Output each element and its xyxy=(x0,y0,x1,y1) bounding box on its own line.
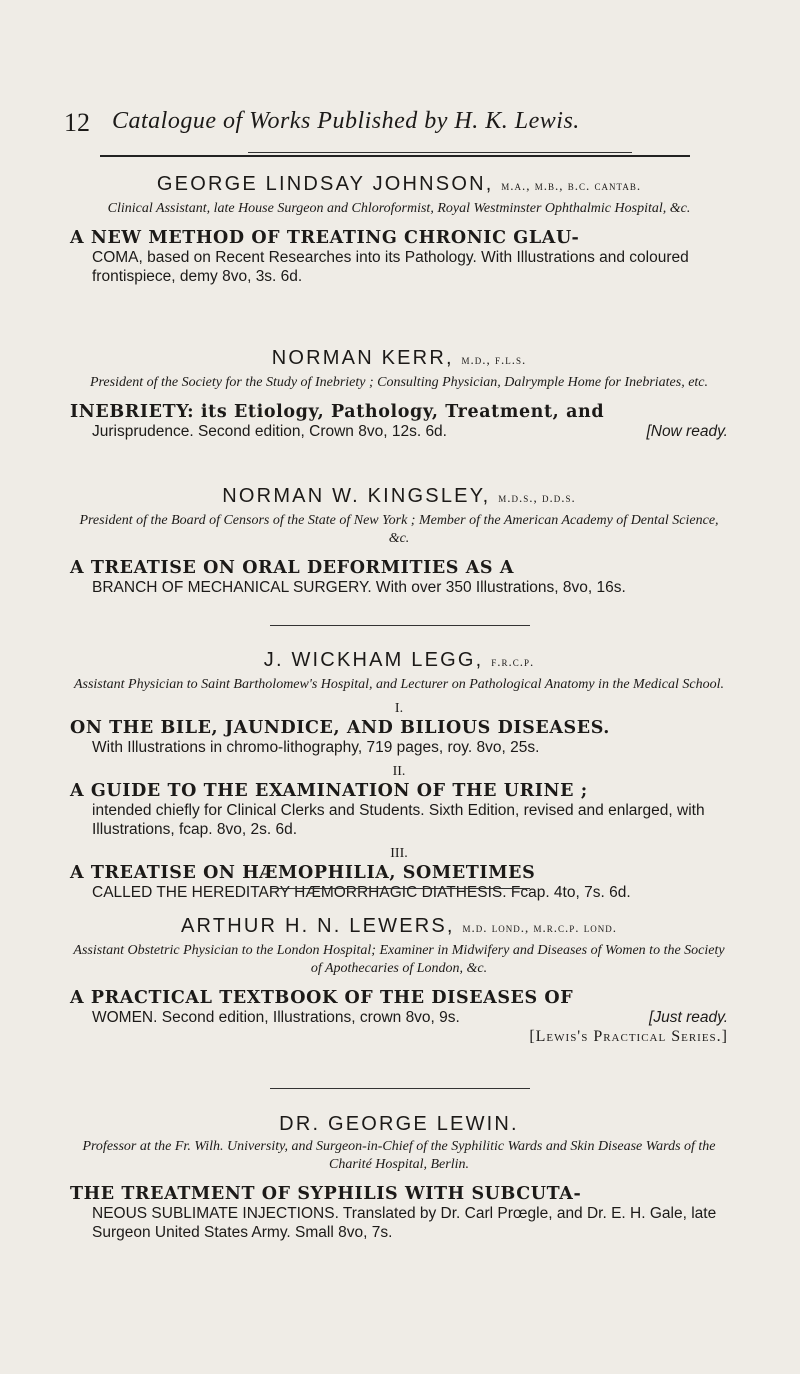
book-number: III. xyxy=(390,846,408,861)
book-description-text: Jurisprudence. Second edition, Crown 8vo, 12s. 6d. xyxy=(92,423,447,440)
author-qualifications: m.d., f.l.s. xyxy=(461,352,527,367)
author-name-text: GEORGE LINDSAY JOHNSON, xyxy=(156,173,494,195)
book-title: THE TREATMENT OF SYPHILIS WITH SUBCUTA- xyxy=(70,1184,582,1204)
book-title: A NEW METHOD OF TREATING CHRONIC GLAU- xyxy=(70,228,580,248)
header-rule-thin xyxy=(248,152,632,153)
author-name xyxy=(70,648,728,674)
author-qualifications: m.a., m.b., b.c. cantab. xyxy=(501,178,642,193)
book-description-text: WOMEN. Second edition, Illustrations, crown 8vo, 9s. xyxy=(92,1009,460,1026)
book-entry xyxy=(70,1184,728,1242)
author-position: President of the Society for the Study of Inebriety ; Consulting Physician, Dalrymple Home for Inebriates, etc. xyxy=(89,375,709,390)
book-title-rest: its Etiology, Pathology, Treatment, and xyxy=(200,402,605,422)
page-number: 12 xyxy=(64,108,90,137)
author-position: Assistant Physician to Saint Bartholomew's Hospital, and Lecturer on Pathological Anatomy in the Medical School. xyxy=(73,677,725,692)
section-divider xyxy=(270,1088,530,1089)
book-description: With Illustrations in chromo-lithography, 719 pages, roy. 8vo, 25s. xyxy=(92,739,540,756)
book-description: BRANCH OF MECHANICAL SURGERY. With over 350 Illustrations, 8vo, 16s. xyxy=(92,579,626,596)
book-title: ON THE BILE, JAUNDICE, AND BILIOUS DISEASES. xyxy=(70,718,611,738)
author-position: Clinical Assistant, late House Surgeon and Chloroformist, Royal Westminster Ophthalmic Hospital, &c. xyxy=(107,201,691,216)
book-title: A GUIDE TO THE EXAMINATION OF THE URINE ; xyxy=(70,781,588,801)
author-name-text: NORMAN KERR, xyxy=(271,347,454,369)
entry-lewers xyxy=(70,914,728,1046)
author-name xyxy=(70,484,728,510)
book-title xyxy=(70,402,728,422)
entry-johnson xyxy=(70,172,728,286)
author-name-text: J. WICKHAM LEGG, xyxy=(263,649,484,671)
author-name xyxy=(70,914,728,940)
section-divider xyxy=(270,625,530,626)
author-name xyxy=(70,346,728,372)
book-description: CALLED THE HEREDITARY HÆMORRHAGIC DIATHESIS. Fcap. 4to, 7s. 6d. xyxy=(92,884,631,901)
book-description: intended chiefly for Clinical Clerks and Students. Sixth Edition, revised and enlarged, with Illustrations, fcap. 8vo, 2s. 6d. xyxy=(92,802,705,838)
author-qualifications: m.d. lond., m.r.c.p. lond. xyxy=(462,920,617,935)
book-entry xyxy=(70,402,728,441)
book-description: COMA, based on Recent Researches into its Pathology. With Illustrations and coloured frontispiece, demy 8vo, 3s. 6d. xyxy=(92,249,689,285)
author-name xyxy=(70,1112,728,1136)
author-name-text: NORMAN W. KINGSLEY, xyxy=(222,485,491,507)
author-position: Assistant Obstetric Physician to the London Hospital; Examiner in Midwifery and Diseases of Women to the Society of Apothecaries of London, &c. xyxy=(73,943,725,976)
book-description xyxy=(70,1008,728,1027)
author-name-text: ARTHUR H. N. LEWERS, xyxy=(181,915,455,937)
running-title: Catalogue of Works Published by H. K. Lewis. xyxy=(112,108,580,134)
book-description: NEOUS SUBLIMATE INJECTIONS. Translated by Dr. Carl Prœgle, and Dr. E. H. Gale, late Surgeon United States Army. Small 8vo, 7s. xyxy=(92,1205,717,1241)
author-position: President of the Board of Censors of the State of New York ; Member of the American Academy of Dental Science, &c. xyxy=(79,513,719,546)
entry-lewin xyxy=(70,1112,728,1242)
book-title: A TREATISE ON ORAL DEFORMITIES AS A xyxy=(70,558,515,578)
entry-kerr xyxy=(70,346,728,441)
book-title: A PRACTICAL TEXTBOOK OF THE DISEASES OF xyxy=(70,988,574,1008)
running-head xyxy=(0,108,800,148)
availability-note: [Now ready. xyxy=(646,423,728,440)
section-divider xyxy=(270,888,530,889)
book-entry xyxy=(70,558,728,597)
entry-kingsley xyxy=(70,484,728,597)
book-description xyxy=(70,422,728,441)
book-entry xyxy=(70,228,728,286)
book-entry xyxy=(70,988,728,1046)
author-qualifications: m.d.s., d.d.s. xyxy=(498,490,576,505)
author-qualifications: f.r.c.p. xyxy=(491,654,535,669)
author-position: Professor at the Fr. Wilh. University, and Surgeon-in-Chief of the Syphilitic Wards and Skin Disease Wards of the Charité Hospital, Berlin. xyxy=(82,1139,716,1172)
book-title-bold: INEBRIETY: xyxy=(70,402,195,422)
book-title: A TREATISE ON HÆMOPHILIA, SOMETIMES xyxy=(70,863,536,883)
author-name-text: DR. GEORGE LEWIN. xyxy=(279,1113,519,1135)
book-number: I. xyxy=(394,701,404,716)
book-number: II. xyxy=(392,764,406,779)
entry-legg xyxy=(70,648,728,902)
series-note: [Lewis's Practical Series.] xyxy=(529,1028,728,1045)
author-name xyxy=(70,172,728,198)
availability-note: [Just ready. xyxy=(649,1009,728,1026)
header-rule-thick xyxy=(100,155,690,157)
